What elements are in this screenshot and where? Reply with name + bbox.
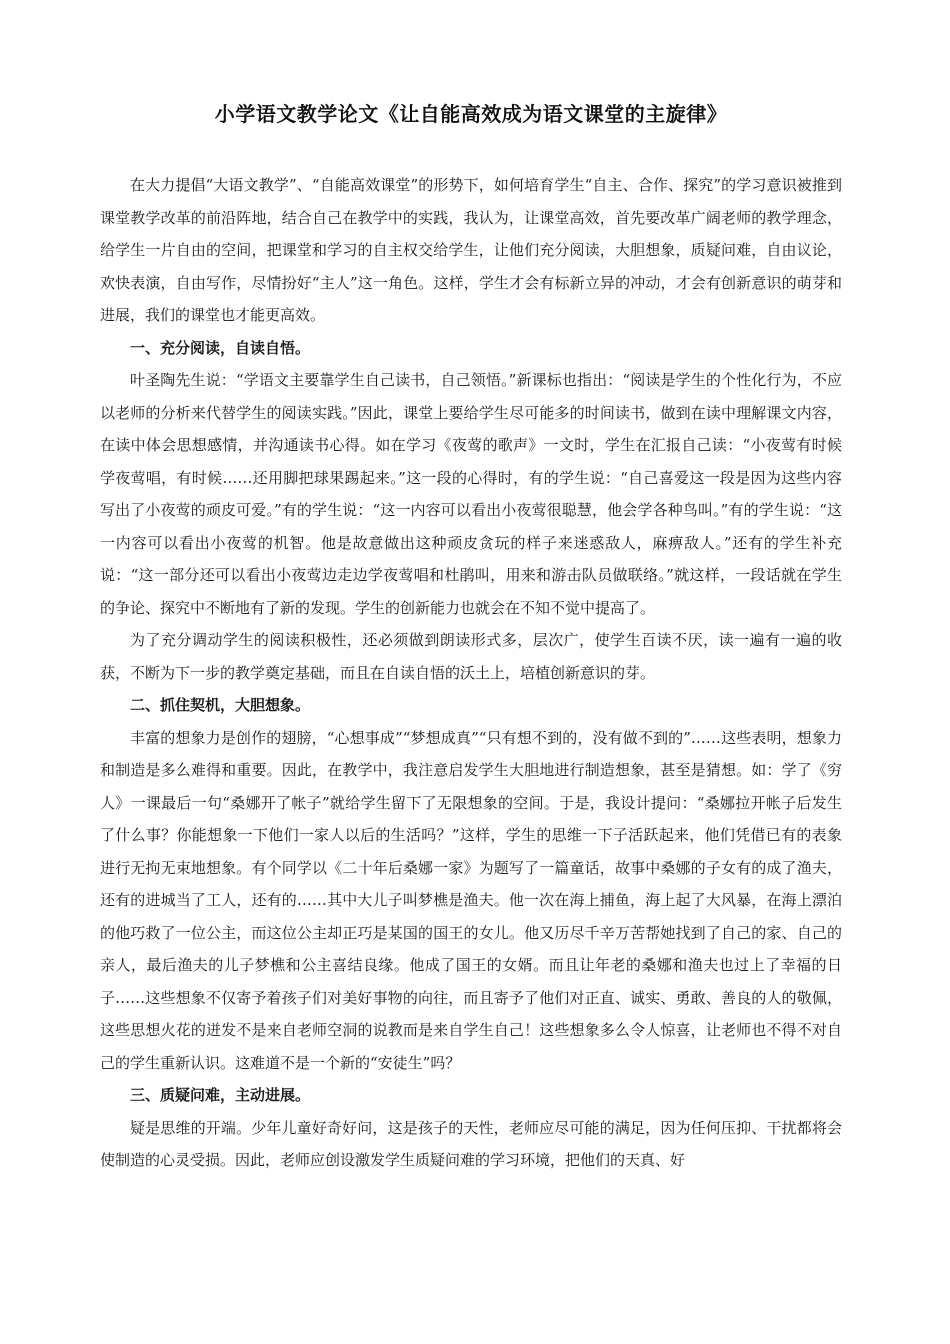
section-3-paragraph-1: 疑是思维的开端。少年儿童好奇好问，这是孩子的天性，老师应尽可能的满足，因为任何压抑、干扰都将会使制造的心灵受损。因此，老师应创设激发学生质疑问难的学习环境，把他们的天真、好 bbox=[100, 1118, 842, 1169]
document-title: 小学语文教学论文《让自能高效成为语文课堂的主旋律》 bbox=[214, 102, 728, 126]
section-3-heading: 三、质疑问难，主动进展。 bbox=[130, 1086, 311, 1104]
section-2-heading: 二、抓住契机，大胆想象。 bbox=[130, 696, 311, 714]
section-2-paragraph-1: 丰富的想象力是创作的翅膀，“心想事成”“梦想成真”“只有想不到的，没有做不到的”……这些表明，想象力和制造是多么难得和重要。因此，在教学中，我注意启发学生大胆地进行制造想象，甚至是猜想。如：学了《穷人》一课最后一句“桑娜开了帐子”就给学生留下了无限想象的空间。于是，我设计提问：“桑娜拉开帐子后发生了什么事？你能想象一下他们一家人以后的生活吗？”这样，学生的思维一下子活跃起来，他们凭借已有的表象进行无拘无束地想象。有个同学以《二十年后桑娜一家》为题写了一篇童话，故事中桑娜的子女有的成了渔夫，还有的进城当了工人，还有的……其中大儿子叫梦樵是渔夫。他一次在海上捕鱼，海上起了大风暴，在海上漂泊的他巧救了一位公主，而这位公主却正巧是某国的国王的女儿。他又历尽千辛万苦帮她找到了自己的家、自己的亲人，最后渔夫的儿子梦樵和公主喜结良缘。他成了国王的女婿。而且让年老的桑娜和渔夫也过上了幸福的日子……这些想象不仅寄予着孩子们对美好事物的向往，而且寄予了他们对正直、诚实、勇敢、善良的人的敬佩，这些思想火花的迸发不是来自老师空洞的说教而是来自学生自己！这些想象多么令人惊喜，让老师也不得不对自己的学生重新认识。这难道不是一个新的“安徒生”吗？ bbox=[100, 728, 842, 1072]
intro-paragraph: 在大力提倡“大语文教学”、“自能高效课堂”的形势下，如何培育学生“自主、合作、探究”的学习意识被推到课堂教学改革的前沿阵地，结合自己在教学中的实践，我认为，让课堂高效，首先要改革广阔老师的教学理念，给学生一片自由的空间，把课堂和学习的自主权交给学生，让他们充分阅读，大胆想象，质疑问难，自由议论，欢快表演，自由写作，尽情扮好“主人”这一角色。这样，学生才会有标新立异的冲动，才会有创新意识的萌芽和进展，我们的课堂也才能更高效。 bbox=[100, 176, 842, 324]
section-1-paragraph-1: 叶圣陶先生说：“学语文主要靠学生自己读书，自己领悟。”新课标也指出：“阅读是学生的个性化行为，不应以老师的分析来代替学生的阅读实践。”因此，课堂上要给学生尽可能多的时间读书，做到在读中理解课文内容，在读中体会思想感情，并沟通读书心得。如在学习《夜莺的歌声》一文时，学生在汇报自己读：“小夜莺有时候学夜莺唱，有时候……还用脚把球果踢起来。”这一段的心得时，有的学生说：“自己喜爱这一段是因为这些内容写出了小夜莺的顽皮可爱。”有的学生说：“这一内容可以看出小夜莺很聪慧，他会学各种鸟叫。”有的学生说：“这一内容可以看出小夜莺的机智。他是故意做出这种顽皮贪玩的样子来迷惑敌人，麻痹敌人。”还有的学生补充说：“这一部分还可以看出小夜莺边走边学夜莺唱和杜鹃叫，用来和游击队员做联络。”就这样，一段话就在学生的争论、探究中不断地有了新的发现。学生的创新能力也就会在不知不觉中提高了。 bbox=[100, 371, 842, 617]
section-1-paragraph-2: 为了充分调动学生的阅读积极性，还必须做到朗读形式多，层次广，使学生百读不厌，读一遍有一遍的收获，不断为下一步的教学奠定基础，而且在自读自悟的沃土上，培植创新意识的芽。 bbox=[100, 631, 842, 682]
section-1-heading: 一、充分阅读，自读自悟。 bbox=[130, 338, 311, 357]
